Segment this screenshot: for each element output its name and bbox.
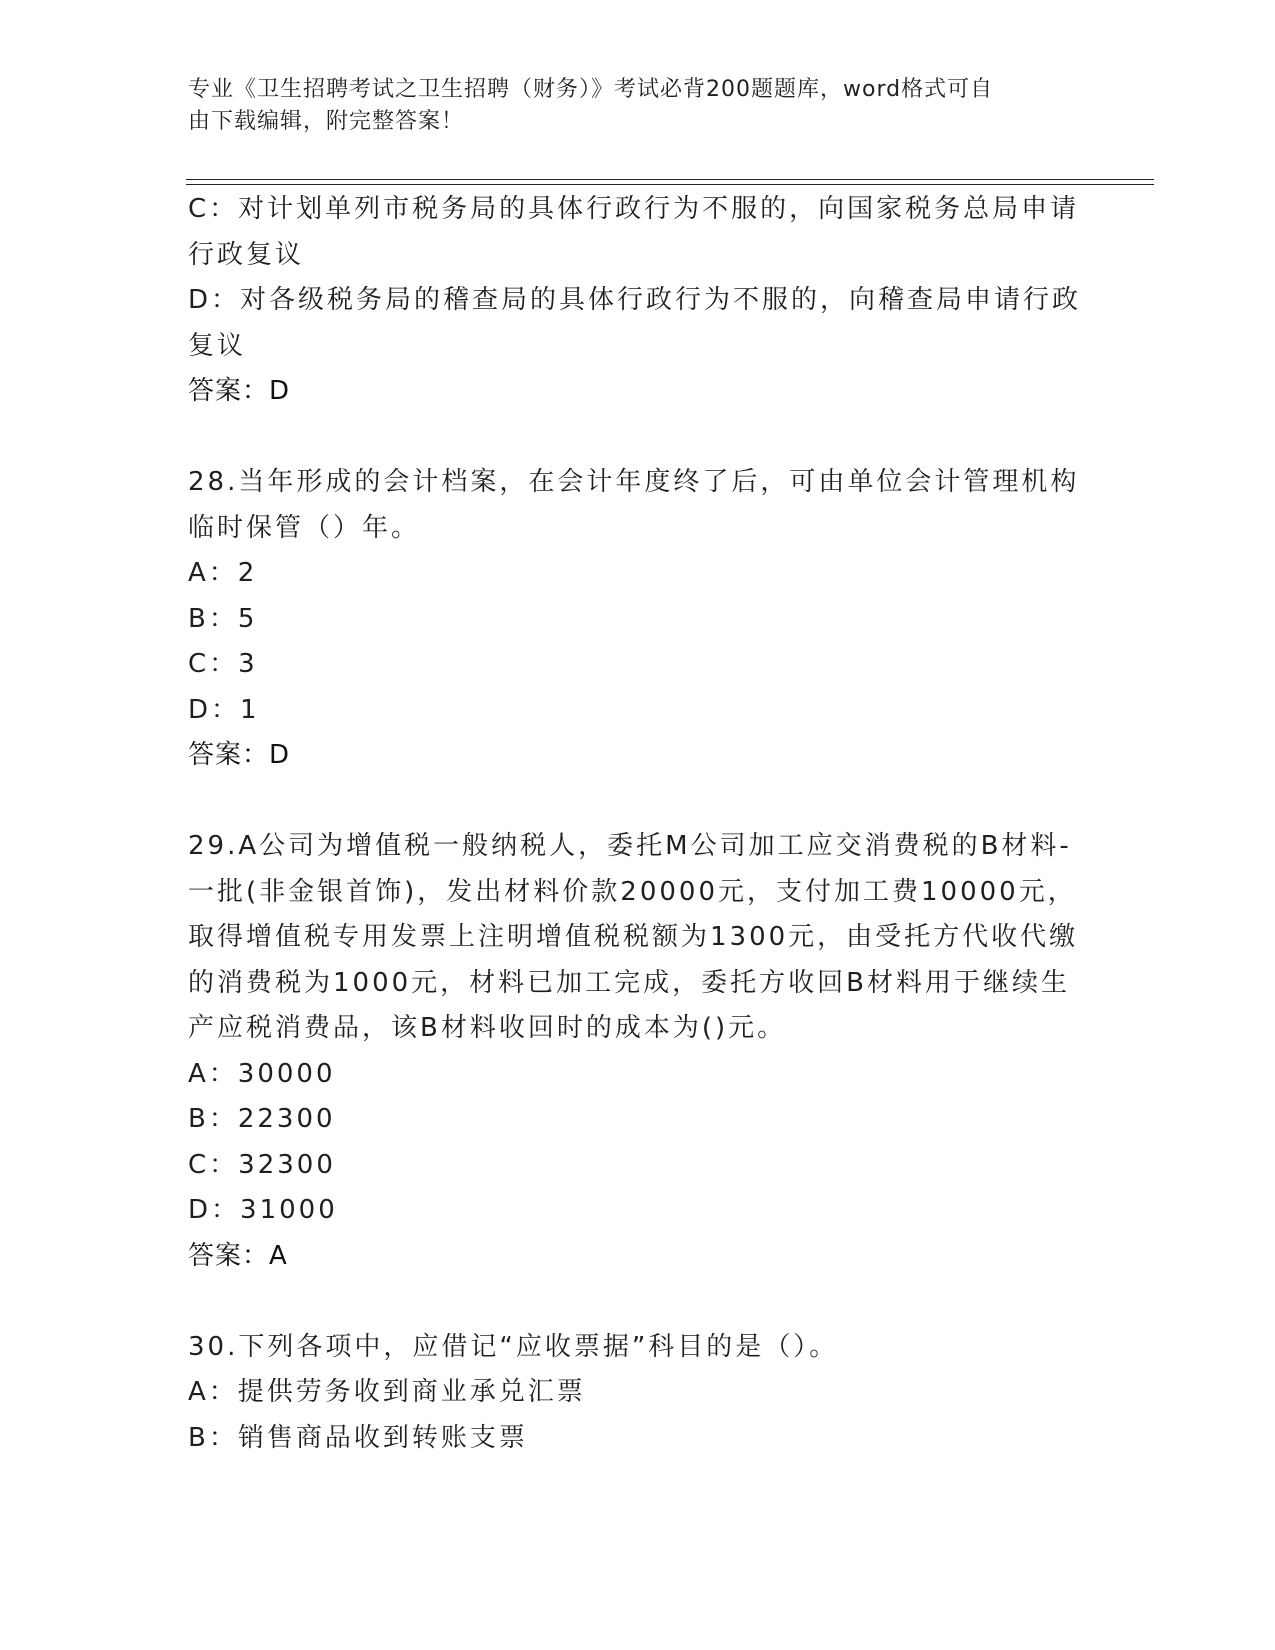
- header-divider-top: [186, 179, 1154, 180]
- question-28-option-c: C：3: [188, 649, 258, 679]
- document-body: [188, 187, 1088, 1461]
- document-header: [188, 74, 1078, 138]
- answer-29: 答案：A: [188, 1240, 288, 1271]
- question-spacer: [188, 779, 1088, 825]
- question-30-stem-line-1: 30.下列各项中，应借记“应收票据”科目的是（）。: [188, 1331, 839, 1362]
- header-divider-bottom: [186, 184, 1154, 185]
- option-d-line-2: 复议: [188, 330, 247, 361]
- option-c-line-1: C：对计划单列市税务局的具体行政行为不服的，向国家税务总局申请: [188, 194, 1080, 224]
- option-c-line-2: 行政复议: [188, 239, 305, 270]
- question-29-option-c: C：32300: [188, 1149, 336, 1180]
- question-29-option-b: B：22300: [188, 1104, 336, 1134]
- question-30: [188, 1325, 1088, 1462]
- question-29-option-d: D：31000: [188, 1195, 338, 1225]
- question-28-option-b: B：5: [188, 603, 258, 634]
- answer-28: 答案：D: [188, 740, 291, 770]
- question-29-stem-line-5: 产应税消费品，该B材料收回时的成本为()元。: [188, 1013, 787, 1043]
- question-29-stem-line-3: 取得增值税专用发票上注明增值税税额为1300元，由受托方代收代缴: [188, 922, 1079, 952]
- question-29: [188, 824, 1088, 1279]
- question-28-stem-line-2: 临时保管（）年。: [188, 512, 421, 543]
- header-line-1: 专业《卫生招聘考试之卫生招聘（财务）》考试必背200题题库，word格式可自: [188, 77, 994, 102]
- question-spacer: [188, 1279, 1088, 1325]
- question-29-option-a: A：30000: [188, 1058, 336, 1089]
- question-29-stem-line-2: 一批(非金银首饰)，发出材料价款20000元，支付加工费10000元，: [188, 876, 1077, 907]
- question-spacer: [188, 415, 1088, 461]
- question-28-option-d: D：1: [188, 694, 260, 725]
- question-30-option-a: A：提供劳务收到商业承兑汇票: [188, 1377, 586, 1407]
- answer-27: 答案：D: [188, 376, 291, 406]
- question-28-stem-line-1: 28.当年形成的会计档案，在会计年度终了后，可由单位会计管理机构: [188, 467, 1080, 497]
- question-28-option-a: A：2: [188, 558, 258, 588]
- question-30-option-b: B：销售商品收到转账支票: [188, 1422, 528, 1453]
- question-28: [188, 460, 1088, 779]
- question-29-stem-line-4: 的消费税为1000元，材料已加工完成，委托方收回B材料用于继续生: [188, 967, 1071, 998]
- question-27-tail: [188, 187, 1088, 415]
- header-line-2: 由下载编辑，附完整答案！: [188, 109, 465, 134]
- question-29-stem-line-1: 29.A公司为增值税一般纳税人，委托M公司加工应交消费税的B材料-: [188, 831, 1072, 861]
- option-d-line-1: D：对各级税务局的稽查局的具体行政行为不服的，向稽查局申请行政: [188, 285, 1082, 315]
